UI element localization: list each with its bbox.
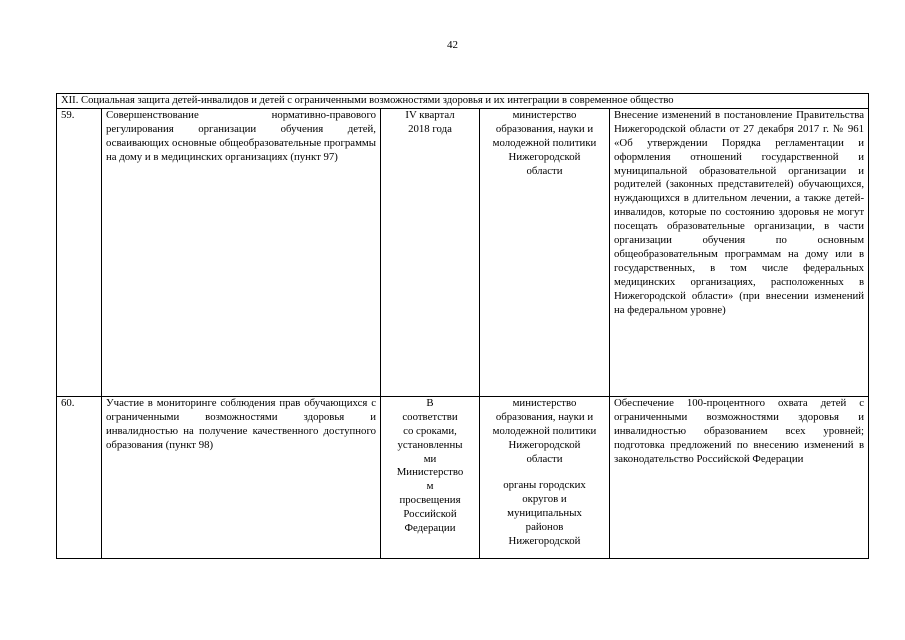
- row-number: 60.: [57, 396, 102, 558]
- executor-spacer: [484, 466, 605, 479]
- executor-line: молодежной политики: [492, 136, 597, 149]
- section-title: XII. Социальная защита детей-инвалидов и детей с ограниченными возможностями здоровья и их интеграции в современное общество: [57, 94, 869, 109]
- term-line: установленны: [397, 438, 463, 451]
- executor-line: органы городских: [503, 479, 586, 492]
- plan-table: [56, 93, 869, 559]
- term-cell: [381, 108, 480, 396]
- executor-line: округов и: [522, 493, 567, 506]
- term-cell: [381, 396, 480, 558]
- result-text: Обеспечение 100-процентного охвата детей с ограниченными возможностями здоровья и инвалидностью образованием всех уровней; подготовка предложений по внесению изменений в законодательство Российской Федерации: [610, 396, 869, 558]
- executor-line: министерство: [512, 396, 577, 409]
- page-number: 42: [447, 39, 458, 51]
- executor-line: области: [526, 452, 563, 465]
- executor-line: Нижегородской: [508, 535, 581, 548]
- executor-line: образования, науки и: [495, 410, 594, 423]
- section-header-row: [57, 94, 869, 109]
- result-text: Внесение изменений в постановление Правительства Нижегородской области от 27 декабря 2017 г. № 961 «Об утверждении Порядка регламентации и оформления отношений государственной и муниципальной образовательной организации и родителей (законных представителей) обучающихся, нуждающихся в длительном лечении, а также детей-инвалидов, которые по состоянию здоровья не могут посещать образовательные организации, в части организации обучения по основным общеобразовательным программам на дому или в государственных, в том числе федеральных медицинских организациях, расположенных в Нижегородской области» (при внесении изменений на федеральном уровне): [610, 108, 869, 396]
- executor-line: Нижегородской: [508, 150, 581, 163]
- row-number: 59.: [57, 108, 102, 396]
- term-line: Российской: [403, 508, 457, 521]
- term-line: В: [426, 396, 434, 409]
- executor-line: муниципальных: [507, 507, 582, 520]
- executor-line: министерство: [512, 108, 577, 121]
- measure-text: Участие в мониторинге соблюдения прав обучающихся с ограниченными возможностями здоровья и инвалидностью на получение качественного доступного образования (пункт 98): [102, 396, 381, 558]
- term-line: 2018 года: [408, 122, 452, 135]
- term-line: ми: [423, 452, 437, 465]
- term-line: м: [426, 480, 434, 493]
- executor-line: молодежной политики: [492, 424, 597, 437]
- table-row: [57, 396, 869, 558]
- executor-line: области: [526, 164, 563, 177]
- term-line: просвещения: [399, 494, 461, 507]
- executor-cell: [480, 396, 610, 558]
- table-row: [57, 108, 869, 396]
- executor-cell: [480, 108, 610, 396]
- executor-line: образования, науки и: [495, 122, 594, 135]
- term-line: IV квартал: [405, 108, 455, 121]
- executor-line: Нижегородской: [508, 438, 581, 451]
- measure-text: Совершенствование нормативно-правового регулирования организации обучения детей, осваивающих основные общеобразовательные программы на дому и в медицинских организациях (пункт 97): [102, 108, 381, 396]
- executor-line: районов: [525, 521, 564, 534]
- term-line: Министерство: [396, 466, 464, 479]
- term-line: со сроками,: [403, 424, 457, 437]
- term-line: соответстви: [402, 410, 458, 423]
- term-line: Федерации: [404, 522, 456, 535]
